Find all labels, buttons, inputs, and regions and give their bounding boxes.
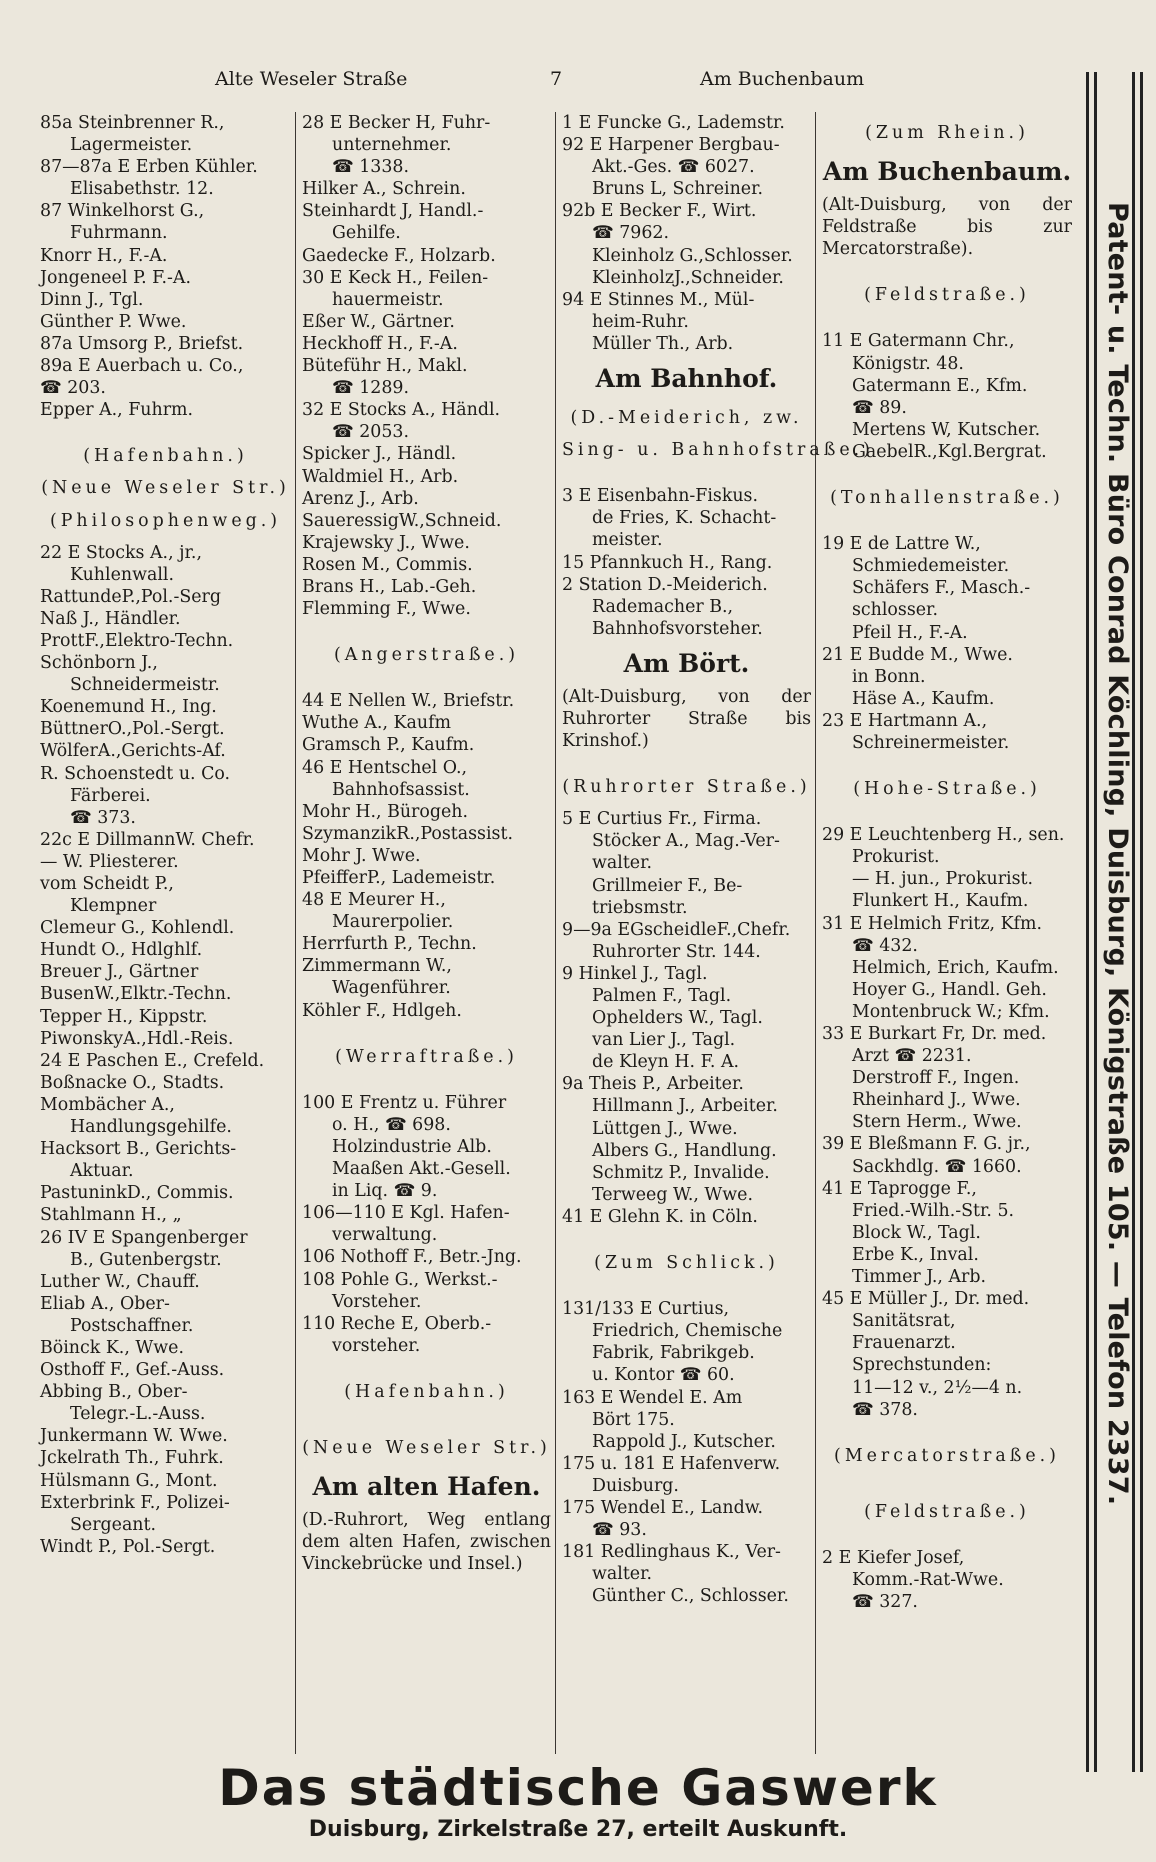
- directory-entry-continuation: Königstr. 48.: [852, 353, 964, 374]
- directory-entry: Arenz J., Arb.: [302, 488, 419, 509]
- directory-entry-continuation: — H. jun., Prokurist.: [852, 869, 1034, 890]
- directory-entry-continuation: Gehilfe.: [332, 223, 401, 244]
- directory-entry-continuation: Maurerpolier.: [332, 912, 454, 933]
- directory-entry: Schönborn J.,: [40, 653, 158, 674]
- directory-entry: 31 E Helmich Fritz, Kfm.: [822, 913, 1043, 934]
- street-heading: Am Buchenbaum.: [822, 157, 1072, 187]
- directory-entry-continuation: 11—12 v., 2½—4 n.: [852, 1377, 1023, 1398]
- directory-entry: 92 E Harpener Bergbau-: [562, 135, 780, 156]
- directory-entry: Mohr H., Bürogeh.: [302, 801, 468, 822]
- spacer: [40, 421, 291, 435]
- directory-entry: Gaedecke F., Holzarb.: [302, 245, 496, 266]
- directory-entry-continuation: Häse A., Kaufm.: [852, 688, 995, 709]
- directory-entry-continuation: van Lier J., Tagl.: [592, 1030, 736, 1051]
- directory-entry: 48 E Meurer H.,: [302, 890, 446, 911]
- page-header: [40, 68, 1080, 98]
- directory-entry-continuation: Postschaffner.: [70, 1315, 194, 1336]
- directory-entry: Hundt O., Hdlghlf.: [40, 940, 203, 961]
- directory-entry: ☎ 203.: [40, 378, 106, 399]
- cross-street-label: (Hafenbahn.): [344, 1381, 509, 1402]
- directory-entry: Mohr J. Wwe.: [302, 845, 421, 866]
- cross-street-label: (Mercatorstraße.): [834, 1445, 1060, 1466]
- directory-entry: 87 Winkelhorst G.,: [40, 201, 205, 222]
- directory-entry: Krajewsky J., Wwe.: [302, 532, 470, 553]
- header-street-left: Alte Weseler Straße: [215, 68, 408, 90]
- directory-entry: 2 E Kiefer Josef,: [822, 1547, 965, 1568]
- directory-entry: 175 Wendel E., Landw.: [562, 1497, 764, 1518]
- directory-entry: BüttnerO.,Pol.-Sergt.: [40, 719, 225, 740]
- spacer: [822, 519, 1072, 533]
- directory-entry-continuation: Block W., Tagl.: [852, 1222, 981, 1243]
- directory-entry-continuation: Flunkert H., Kaufm.: [852, 891, 1029, 912]
- spacer: [562, 1228, 811, 1242]
- directory-column-1: [34, 112, 296, 1754]
- directory-entry-continuation: Montenbruck W.; Kfm.: [852, 1001, 1050, 1022]
- directory-entry: 45 E Müller J., Dr. med.: [822, 1289, 1030, 1310]
- directory-entry: 108 Pohle G., Werkst.-: [302, 1269, 498, 1290]
- directory-entry: Flemming F., Wwe.: [302, 599, 471, 620]
- directory-entry: 23 E Hartmann A.,: [822, 710, 988, 731]
- directory-entry-continuation: Prokurist.: [852, 847, 940, 868]
- directory-entry: Koenemund H., Ing.: [40, 697, 217, 718]
- directory-entry-continuation: Bört 175.: [592, 1409, 675, 1430]
- directory-entry-continuation: Telegr.-L.-Auss.: [70, 1404, 206, 1425]
- directory-entry: 2 Station D.-Meiderich.: [562, 574, 768, 595]
- directory-entry-continuation: Müller Th., Arb.: [592, 333, 734, 354]
- directory-entry: 85a Steinbrenner R.,: [40, 113, 225, 133]
- sidebar-rule: [1094, 72, 1097, 1772]
- directory-entry: 32 E Stocks A., Händl.: [302, 400, 501, 421]
- directory-entry-continuation: vorsteher.: [332, 1335, 421, 1356]
- spacer: [822, 810, 1072, 824]
- directory-entry-continuation: Vorsteher.: [332, 1291, 422, 1312]
- cross-street-label: (Feldstraße.): [864, 1501, 1030, 1522]
- directory-entry-continuation: Fuhrmann.: [70, 223, 168, 244]
- directory-entry-continuation: verwaltung.: [332, 1225, 438, 1246]
- directory-entry-continuation: Hoyer G., Handl. Geh.: [852, 979, 1047, 1000]
- footer-advertisement: [0, 1760, 1156, 1844]
- directory-entry-continuation: meister.: [592, 530, 663, 551]
- directory-entry-continuation: Bahnhofsvorsteher.: [592, 618, 763, 639]
- directory-entry: 110 Reche E, Oberb.-: [302, 1313, 492, 1334]
- cross-street-label: (Neue Weseler Str.): [302, 1437, 551, 1458]
- directory-entry: Spicker J., Händl.: [302, 444, 457, 465]
- directory-entry: Hacksort B., Gerichts-: [40, 1139, 237, 1160]
- directory-entry-continuation: Ophelders W., Tagl.: [592, 1008, 763, 1029]
- directory-entry-continuation: heim-Ruhr.: [592, 311, 689, 332]
- directory-entry: 100 E Frentz u. Führer: [302, 1092, 507, 1113]
- directory-entry-continuation: Bahnhofsassist.: [332, 779, 470, 800]
- directory-entry: 181 Redlinghaus K., Ver-: [562, 1542, 781, 1563]
- spacer: [302, 620, 551, 634]
- street-description: (D.-Ruhrort, Weg entlang dem alten Hafen, zwischen Vinckebrücke und Insel.): [302, 1510, 551, 1575]
- directory-column-4: [816, 112, 1076, 1754]
- directory-entry-continuation: ☎ 432.: [852, 935, 918, 956]
- sidebar-rule: [1086, 72, 1089, 1772]
- directory-entry-continuation: ☎ 1338.: [332, 157, 409, 178]
- directory-entry: Heckhoff H., F.-A.: [302, 333, 458, 354]
- spacer: [822, 754, 1072, 768]
- directory-entry-continuation: Stöcker A., Mag.-Ver-: [592, 831, 780, 852]
- directory-entry: 26 IV E Spangenberger: [40, 1227, 248, 1248]
- directory-entry: Jckelrath Th., Fuhrk.: [40, 1448, 224, 1469]
- directory-entry: 131/133 E Curtius,: [562, 1299, 730, 1320]
- directory-entry-continuation: ☎ 327.: [852, 1592, 918, 1613]
- directory-entry: 89a E Auerbach u. Co.,: [40, 356, 244, 377]
- directory-entry: 9a Theis P., Arbeiter.: [562, 1074, 744, 1095]
- directory-entry: Zimmermann W.,: [302, 956, 452, 977]
- directory-entry-continuation: Elisabethstr. 12.: [70, 179, 214, 200]
- directory-entry-continuation: u. Kontor ☎ 60.: [592, 1365, 735, 1386]
- directory-entry: 39 E Bleßmann F. G. jr.,: [822, 1134, 1031, 1155]
- cross-street-label: (Hafenbahn.): [83, 446, 248, 467]
- directory-entry-continuation: Kuhlenwall.: [70, 564, 174, 585]
- page-number: 7: [550, 68, 563, 90]
- directory-entry-continuation: Maaßen Akt.-Gesell.: [332, 1159, 511, 1180]
- cross-street-label: Sing- u. Bahnhofstraße.): [562, 440, 874, 461]
- directory-entry: Hilker A., Schrein.: [302, 179, 466, 200]
- directory-entry-continuation: Derstroff F., Ingen.: [852, 1068, 1020, 1089]
- directory-entry-continuation: ☎ 93.: [592, 1520, 647, 1541]
- directory-entry-continuation: ☎ 373.: [70, 807, 136, 828]
- directory-entry: Waldmiel H., Arb.: [302, 466, 459, 487]
- directory-entry: 22 E Stocks A., jr.,: [40, 542, 202, 563]
- directory-entry-continuation: Lagermeister.: [70, 135, 193, 156]
- footer-title: Das städtische Gaswerk: [218, 1759, 938, 1817]
- spacer: [822, 1533, 1072, 1547]
- directory-entry: Stahlmann H., „: [40, 1205, 182, 1226]
- directory-entry-continuation: Palmen F., Tagl.: [592, 986, 732, 1006]
- footer-subtitle: Duisburg, Zirkelstraße 27, erteilt Auskunft.: [308, 1817, 848, 1842]
- directory-entry: 94 E Stinnes M., Mül-: [562, 289, 755, 310]
- directory-entry-continuation: Rheinhard J., Wwe.: [852, 1090, 1021, 1111]
- directory-entry: 3 E Eisenbahn-Fiskus.: [562, 486, 759, 507]
- directory-entry: 46 E Hentschel O.,: [302, 757, 468, 778]
- cross-street-label: (Feldstraße.): [864, 285, 1030, 306]
- directory-entry-continuation: Schneidermeistr.: [70, 675, 220, 696]
- directory-entry-continuation: ☎ 378.: [852, 1399, 918, 1420]
- directory-columns: [34, 112, 1076, 1754]
- spacer: [822, 316, 1072, 330]
- directory-entry: Naß J., Händler.: [40, 608, 181, 629]
- directory-entry: 175 u. 181 E Hafenverw.: [562, 1453, 781, 1474]
- spacer: [562, 752, 811, 766]
- cross-street-label: (Philosophenweg.): [49, 510, 282, 531]
- street-description: (Alt-Duisburg, von der Ruhrorter Straße bis Krinshof.): [562, 686, 811, 752]
- directory-entry-continuation: Mertens W, Kutscher.: [852, 419, 1041, 440]
- cross-street-label: (Neue Weseler Str.): [41, 478, 290, 499]
- directory-entry-continuation: schlosser.: [852, 600, 938, 621]
- directory-entry: Hülsmann G., Mont.: [40, 1470, 218, 1491]
- directory-entry-continuation: Lüttgen J., Wwe.: [592, 1118, 738, 1139]
- directory-entry: Knorr H., F.-A.: [40, 245, 168, 266]
- directory-entry-continuation: in Liq. ☎ 9.: [332, 1181, 438, 1202]
- street-heading: Am Bört.: [623, 648, 750, 678]
- directory-entry: Büteführ H., Makl.: [302, 356, 468, 377]
- spacer: [302, 1078, 551, 1092]
- directory-entry: 28 E Becker H, Fuhr-: [302, 113, 491, 133]
- directory-entry: 163 E Wendel E. Am: [562, 1387, 743, 1408]
- directory-entry-continuation: ☎ 7962.: [592, 223, 669, 244]
- directory-entry: 24 E Paschen E., Crefeld.: [40, 1050, 265, 1071]
- directory-entry: 106—110 E Kgl. Hafen-: [302, 1203, 510, 1224]
- street-heading: Am Bahnhof.: [595, 364, 778, 394]
- spacer: [562, 471, 811, 485]
- directory-entry-continuation: Rademacher B.,: [592, 596, 734, 617]
- directory-entry-continuation: o. H., ☎ 698.: [332, 1114, 451, 1135]
- directory-entry: 5 E Curtius Fr., Firma.: [562, 809, 762, 830]
- directory-entry-continuation: triebsmstr.: [592, 897, 688, 918]
- directory-entry: R. Schoenstedt u. Co.: [40, 763, 231, 784]
- directory-entry: Wuthe A., Kaufm: [302, 713, 452, 734]
- directory-entry-continuation: Pfeil H., F.-A.: [852, 622, 968, 643]
- advertisement-sidebar: [1084, 72, 1144, 1772]
- cross-street-label: (Zum Rhein.): [865, 123, 1029, 143]
- cross-street-label: (Hohe-Straße.): [853, 779, 1041, 800]
- directory-entry-continuation: Erbe K., Inval.: [852, 1244, 979, 1265]
- spacer: [822, 260, 1072, 274]
- directory-entry: Mombächer A.,: [40, 1094, 175, 1115]
- directory-entry-continuation: Schmiedemeister.: [852, 556, 1010, 577]
- directory-entry-continuation: Färberei.: [70, 785, 151, 806]
- directory-entry: Exterbrink F., Polizei-: [40, 1492, 230, 1513]
- directory-entry: 22c E DillmannW. Chefr.: [40, 829, 255, 850]
- directory-entry-continuation: Terweeg W., Wwe.: [592, 1184, 753, 1205]
- directory-entry: — W. Pliesterer.: [40, 851, 179, 872]
- cross-street-label: (Angerstraße.): [333, 645, 520, 666]
- directory-entry: 92b E Becker F., Wirt.: [562, 201, 757, 222]
- spacer: [302, 1357, 551, 1371]
- directory-entry: 19 E de Lattre W.,: [822, 534, 981, 555]
- directory-entry-continuation: walter.: [592, 853, 653, 874]
- sidebar-advertisement-text: Patent- u. Techn. Büro Conrad Köchling, Duisburg, Königstraße 105. — Telefon 2337.: [1102, 202, 1133, 1506]
- directory-entry: Boßnacke O., Stadts.: [40, 1072, 225, 1093]
- directory-entry: RattundeP.,Pol.-Serg: [40, 586, 221, 607]
- directory-entry-continuation: Handlungsgehilfe.: [70, 1117, 232, 1138]
- directory-entry-continuation: Fried.-Wilh.-Str. 5.: [852, 1200, 1015, 1221]
- spacer: [302, 1413, 551, 1427]
- directory-entry: 1 E Funcke G., Lademstr.: [562, 113, 785, 133]
- directory-entry-continuation: Klempner: [70, 896, 157, 917]
- directory-entry-continuation: Schmitz P., Invalide.: [592, 1162, 770, 1183]
- directory-entry-continuation: Schäfers F., Masch.-: [852, 578, 1031, 599]
- directory-entry-continuation: Akt.-Ges. ☎ 6027.: [592, 157, 755, 178]
- directory-entry: Jongeneel P. F.-A.: [40, 267, 192, 288]
- directory-entry-continuation: Sackhdlg. ☎ 1660.: [852, 1156, 1022, 1177]
- directory-entry: 87—87a E Erben Kühler.: [40, 157, 258, 178]
- directory-entry: 15 Pfannkuch H., Rang.: [562, 552, 773, 573]
- directory-entry: Tepper H., Kippstr.: [40, 1006, 208, 1027]
- spacer: [302, 1022, 551, 1036]
- directory-entry-continuation: B., Gutenbergstr.: [70, 1249, 222, 1270]
- directory-entry: 41 E Taprogge F.,: [822, 1178, 977, 1199]
- directory-entry: Rosen M., Commis.: [302, 554, 473, 575]
- directory-entry-continuation: Ruhrorter Str. 144.: [592, 941, 761, 962]
- directory-entry-continuation: Kleinholz G.,Schlosser.: [592, 245, 793, 266]
- directory-entry: Eliab A., Ober-: [40, 1293, 170, 1314]
- street-heading: Am alten Hafen.: [312, 1472, 541, 1502]
- cross-street-label: (Werraftraße.): [335, 1046, 518, 1067]
- directory-entry-continuation: walter.: [592, 1564, 653, 1585]
- directory-entry: Böinck K., Wwe.: [40, 1337, 184, 1358]
- directory-entry: Osthoff F., Gef.-Auss.: [40, 1360, 225, 1381]
- directory-entry: 41 E Glehn K. in Cöln.: [562, 1206, 758, 1227]
- cross-street-label: (Tonhallenstraße.): [830, 488, 1064, 509]
- directory-entry: 30 E Keck H., Feilen-: [302, 267, 489, 288]
- directory-entry: Clemeur G., Kohlendl.: [40, 918, 235, 939]
- directory-entry-continuation: Sergeant.: [70, 1514, 157, 1535]
- directory-entry: SzymanzikR.,Postassist.: [302, 823, 513, 844]
- directory-entry: Dinn J., Tgl.: [40, 289, 144, 310]
- directory-entry: Epper A., Fuhrm.: [40, 400, 194, 421]
- directory-entry: 9 Hinkel J., Tagl.: [562, 963, 708, 984]
- street-description: (Alt-Duisburg, von der Feldstraße bis zur Mercatorstraße).: [822, 195, 1072, 260]
- directory-entry-continuation: Fabrik, Fabrikgeb.: [592, 1343, 755, 1364]
- directory-entry: PiwonskyA.,Hdl.-Reis.: [40, 1028, 234, 1049]
- directory-entry: Breuer J., Gärtner: [40, 962, 199, 983]
- directory-entry: Junkermann W. Wwe.: [40, 1426, 228, 1447]
- directory-entry-continuation: Rappold J., Kutscher.: [592, 1431, 776, 1452]
- directory-entry-continuation: Schreinermeister.: [852, 732, 1010, 753]
- spacer: [822, 1421, 1072, 1435]
- directory-entry-continuation: Helmich, Erich, Kaufm.: [852, 957, 1059, 978]
- directory-entry-continuation: ☎ 1289.: [332, 378, 409, 399]
- directory-entry: Günther P. Wwe.: [40, 311, 187, 332]
- directory-entry: WölferA.,Gerichts-Af.: [40, 741, 226, 762]
- directory-entry: 29 E Leuchtenberg H., sen.: [822, 825, 1065, 846]
- spacer: [562, 1284, 811, 1298]
- directory-entry: Luther W., Chauff.: [40, 1271, 200, 1292]
- directory-entry: Herrfurth P., Techn.: [302, 934, 477, 955]
- spacer: [822, 1477, 1072, 1491]
- directory-entry-continuation: Bruns L, Schreiner.: [592, 179, 763, 200]
- directory-entry-continuation: Friedrich, Chemische: [592, 1321, 783, 1342]
- directory-entry: Brans H., Lab.-Geh.: [302, 576, 477, 597]
- directory-entry-continuation: Aktuar.: [70, 1161, 134, 1182]
- directory-entry: 106 Nothoff F., Betr.-Jng.: [302, 1247, 522, 1268]
- header-street-right: Am Buchenbaum: [700, 68, 865, 90]
- directory-entry-continuation: Duisburg.: [592, 1475, 679, 1496]
- cross-street-label: (Ruhrorter Straße.): [562, 777, 811, 798]
- directory-entry-continuation: ☎ 89.: [852, 397, 907, 418]
- directory-entry: 21 E Budde M., Wwe.: [822, 644, 1013, 665]
- directory-entry-continuation: Grillmeier F., Be-: [592, 875, 743, 896]
- cross-street-label: (D.-Meiderich, zw.: [570, 408, 803, 429]
- directory-entry-continuation: Hillmann J., Arbeiter.: [592, 1096, 778, 1117]
- sidebar-rule: [1140, 72, 1143, 1772]
- directory-entry: Köhler F., Hdlgeh.: [302, 1000, 462, 1021]
- directory-entry-continuation: Timmer J., Arb.: [852, 1267, 987, 1288]
- directory-entry-continuation: unternehmer.: [332, 135, 452, 156]
- directory-entry-continuation: Sprechstunden:: [852, 1355, 992, 1376]
- directory-entry-continuation: Albers G., Handlung.: [592, 1140, 777, 1161]
- directory-entry-continuation: Holzindustrie Alb.: [332, 1136, 492, 1157]
- spacer: [822, 463, 1072, 477]
- directory-entry: Steinhardt J, Handl.-: [302, 201, 484, 222]
- directory-entry: vom Scheidt P.,: [40, 874, 174, 894]
- directory-column-3: [556, 112, 874, 1754]
- directory-entry-continuation: hauermeistr.: [332, 289, 444, 310]
- directory-column-2: [296, 112, 556, 1754]
- directory-entry: Abbing B., Ober-: [40, 1382, 188, 1403]
- directory-entry-continuation: KleinholzJ.,Schneider.: [592, 267, 784, 288]
- directory-entry-continuation: Komm.-Rat-Wwe.: [852, 1569, 1004, 1590]
- directory-entry: ProttF.,Elektro-Techn.: [40, 630, 234, 651]
- directory-entry-continuation: Sanitätsrat,: [852, 1311, 956, 1332]
- directory-entry: PastuninkD., Commis.: [40, 1183, 234, 1204]
- directory-entry: 44 E Nellen W., Briefstr.: [302, 691, 515, 712]
- directory-entry-continuation: Gatermann E., Kfm.: [852, 375, 1028, 396]
- directory-entry: 11 E Gatermann Chr.,: [822, 331, 1015, 352]
- directory-entry: 9—9a EGscheidleF.,Chefr.: [562, 919, 791, 940]
- directory-entry-continuation: GaebelR.,Kgl.Bergrat.: [852, 441, 1047, 462]
- directory-entry-continuation: Wagenführer.: [332, 978, 451, 999]
- directory-entry-continuation: Stern Herm., Wwe.: [852, 1112, 1022, 1133]
- directory-entry-continuation: Günther C., Schlosser.: [592, 1586, 789, 1607]
- directory-entry: SaueressigW.,Schneid.: [302, 510, 502, 531]
- directory-entry-continuation: ☎ 2053.: [332, 422, 409, 443]
- directory-entry-continuation: Frauenarzt.: [852, 1333, 956, 1354]
- directory-entry: BusenW.,Elktr.-Techn.: [40, 984, 232, 1005]
- cross-street-label: (Zum Schlick.): [594, 1253, 779, 1274]
- directory-entry: Gramsch P., Kaufm.: [302, 735, 475, 756]
- directory-entry: 33 E Burkart Fr, Dr. med.: [822, 1024, 1047, 1044]
- directory-entry: Eßer W., Gärtner.: [302, 311, 455, 332]
- directory-entry: Windt P., Pol.-Sergt.: [40, 1536, 216, 1557]
- directory-entry: PfeifferP., Lademeistr.: [302, 868, 496, 888]
- directory-entry-continuation: in Bonn.: [852, 666, 926, 687]
- directory-entry-continuation: Arzt ☎ 2231.: [852, 1046, 972, 1067]
- directory-entry-continuation: de Fries, K. Schacht-: [592, 508, 777, 529]
- directory-entry: 87a Umsorg P., Briefst.: [40, 333, 244, 354]
- spacer: [302, 676, 551, 690]
- directory-entry-continuation: de Kleyn H. F. A.: [592, 1052, 740, 1073]
